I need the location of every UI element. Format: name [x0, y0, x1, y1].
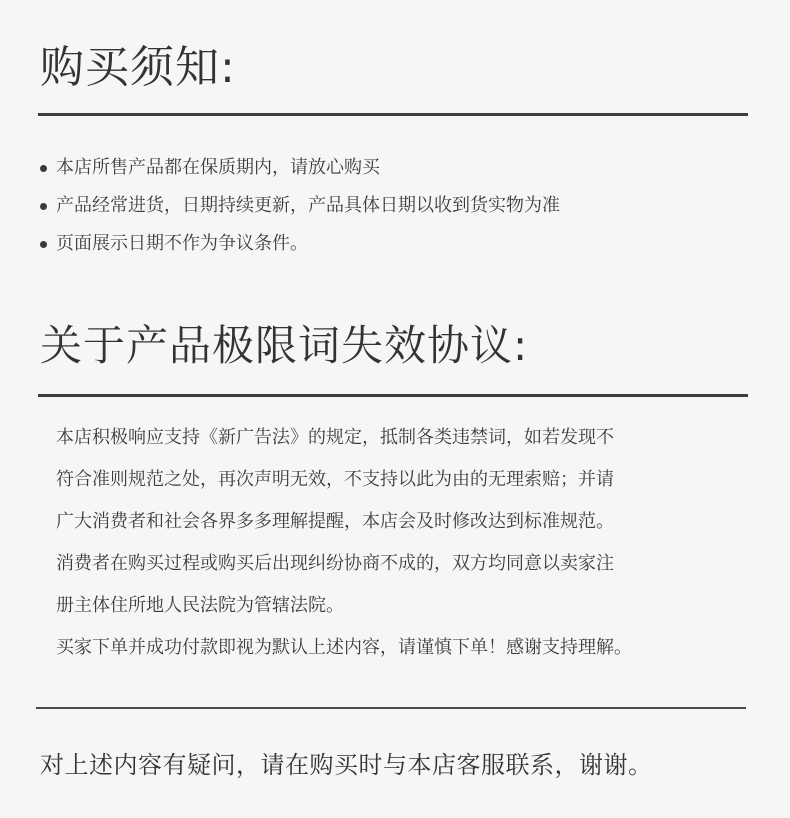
agreement-title: 关于产品极限词失效协议:	[40, 321, 529, 370]
list-item-text: 产品经常进货，日期持续更新，产品具体日期以收到货实物为准	[56, 195, 560, 216]
bullet-icon	[40, 241, 47, 248]
list-item	[40, 153, 560, 191]
footer-divider	[36, 707, 746, 709]
contact-footer: 对上述内容有疑问，请在购买时与本店客服联系，谢谢。	[40, 751, 653, 779]
agreement-line: 本店积极响应支持《新广告法》的规定，抵制各类违禁词，如若发现不	[56, 427, 614, 448]
agreement-line: 广大消费者和社会各界多多理解提醒，本店会及时修改达到标准规范。	[56, 511, 614, 532]
agreement-line: 买家下单并成功付款即视为默认上述内容，请谨慎下单！感谢支持理解。	[56, 637, 632, 658]
title-divider	[38, 113, 748, 116]
agreement-line: 符合准则规范之处，再次声明无效，不支持以此为由的无理索赔；并请	[56, 469, 614, 490]
agreement-line: 册主体住所地人民法院为管辖法院。	[56, 595, 344, 616]
list-item-text: 页面展示日期不作为争议条件。	[56, 233, 308, 254]
agreement-body	[56, 421, 756, 673]
list-item	[40, 229, 560, 267]
purchase-notice-list	[40, 153, 560, 267]
bullet-icon	[40, 165, 47, 172]
list-item-text: 本店所售产品都在保质期内，请放心购买	[56, 157, 380, 178]
agreement-line: 消费者在购买过程或购买后出现纠纷协商不成的，双方均同意以卖家注	[56, 553, 614, 574]
list-item	[40, 191, 560, 229]
purchase-notice-title: 购买须知:	[40, 42, 236, 93]
bullet-icon	[40, 203, 47, 210]
title-divider	[38, 394, 748, 397]
